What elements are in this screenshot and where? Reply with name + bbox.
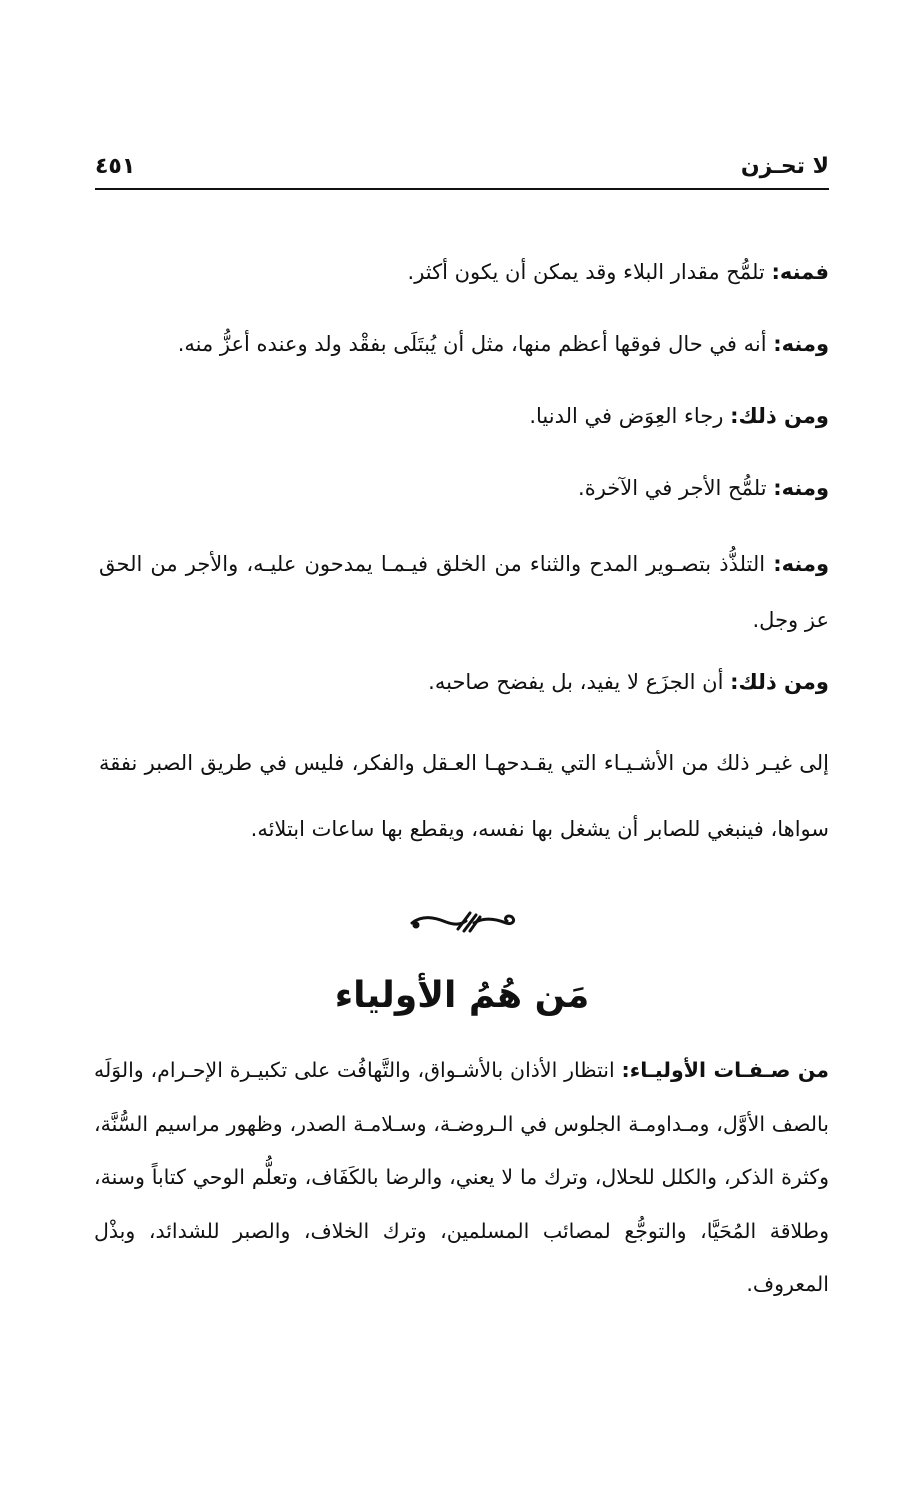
paragraph-lead: ومن ذلك: [730,404,829,428]
paragraph-text: رجاء العِوَض في الدنيا. [529,404,731,428]
running-header-title: لا تحـزن [740,154,829,179]
paragraph-7 [99,730,829,862]
paragraph-lead: ومن ذلك: [730,670,829,694]
paragraph-text: إلى غيـر ذلك من الأشـيـاء التي يقـدحهـا العـقل والفكر، فليس في طريق الصبر نفقة سواها، فينبغي للصابر أن يشغل بها نفسه، ويقطع بها ساعات ابتلائه. [99,751,829,841]
main-text [99,248,829,878]
page-number: ٤٥١ [95,154,136,179]
section-heading: مَن هُمُ الأولياء [334,975,590,1016]
paragraph-1 [99,248,829,296]
calligraphic-flourish-icon [408,905,520,939]
paragraph-lead: ومنه: [773,476,829,500]
paragraph-text: التلذُّذ بتصـوير المدح والثناء من الخلق فيـمـا يمدحون عليـه، والأجر من الحق عز وجل. [99,552,829,632]
paragraph-text: أن الجزَع لا يفيد، بل يفضح صاحبه. [428,670,731,694]
header-rule [95,188,829,190]
paragraph-6 [99,658,829,706]
running-header [95,150,829,190]
paragraph-lead: ومنه: [773,332,829,356]
paragraph-text: انتظار الأذان بالأشـواق، والتَّهافُت على تكبيـرة الإحـرام، والوَلَه بالصف الأوَّل، ومـداومـة الجلوس في الـروضـة، وسـلامـة الصدر، وظهور مراسيم السُّنَّة، وكثرة الذكر، والكلل للحلال، وترك ما لا يعني، والرضا بالكَفَاف، وتعلُّم الوحي كتاباً وسنة، وطلاقة المُحَيَّا، والتوجُّع لمصائب المسلمين، وترك الخلاف، والصبر للشدائد، وبذْل المعروف. [94,1058,829,1296]
paragraph-lead: فمنه: [771,260,829,284]
paragraph-4 [99,464,829,512]
paragraph-text: تلمُّح مقدار البلاء وقد يمكن أن يكون أكثر. [407,260,772,284]
paragraph-3 [99,392,829,440]
paragraph-2 [99,320,829,368]
section-paragraph [94,1044,829,1312]
paragraph-lead: ومنه: [773,552,829,576]
paragraph-text: أنه في حال فوقها أعظم منها، مثل أن يُبتَلَى بفقْد ولد وعنده أعزُّ منه. [177,332,774,356]
section-text [94,1044,829,1312]
paragraph-5 [99,536,829,648]
paragraph-text: تلمُّح الأجر في الآخرة. [578,476,774,500]
paragraph-lead: من صـفـات الأوليـاء: [621,1058,829,1082]
